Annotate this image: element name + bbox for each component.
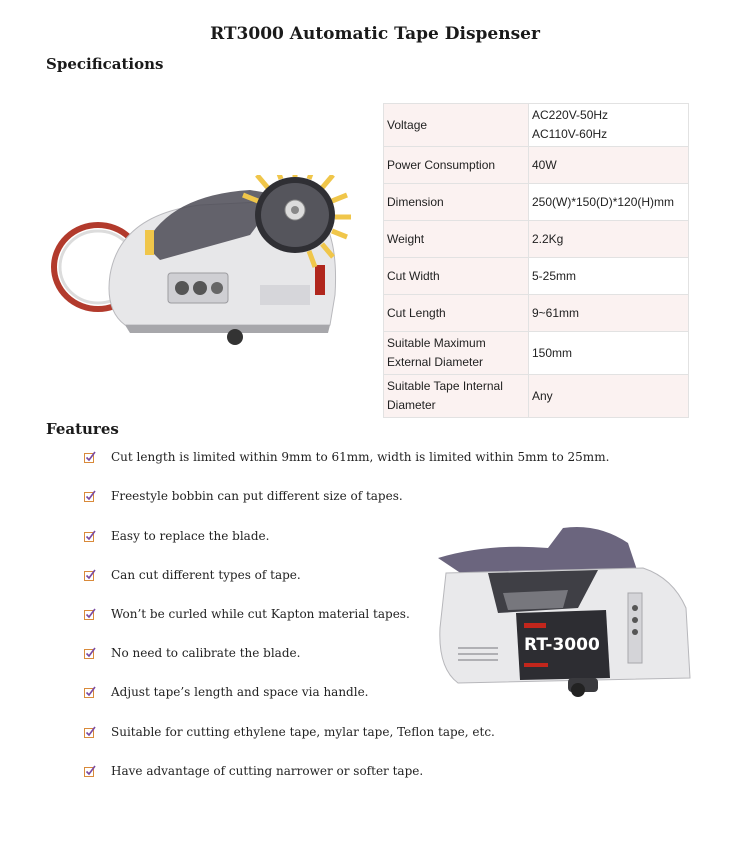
- spec-label: Power Consumption: [384, 147, 529, 184]
- checkbox-checked-icon: [84, 530, 96, 542]
- spec-value: 40W: [529, 147, 689, 184]
- checkbox-checked-icon: [84, 569, 96, 581]
- page-title: RT3000 Automatic Tape Dispenser: [210, 24, 540, 44]
- spec-label-line: External Diameter: [387, 355, 484, 369]
- product-label: RT-3000: [524, 635, 600, 655]
- spec-label: Cut Width: [384, 258, 529, 295]
- spec-label: [384, 375, 529, 418]
- spec-value: 2.2Kg: [529, 221, 689, 258]
- spec-value: 5-25mm: [529, 258, 689, 295]
- feature-text: Freestyle bobbin can put different size of tapes.: [111, 489, 403, 503]
- checkbox-checked-icon: [84, 726, 96, 738]
- feature-text: Adjust tape’s length and space via handle.: [111, 685, 369, 699]
- feature-item: [84, 447, 609, 467]
- spec-label: Dimension: [384, 184, 529, 221]
- spec-label-line: Suitable Maximum: [387, 336, 486, 350]
- feature-text: Won’t be curled while cut Kapton material tapes.: [111, 607, 410, 621]
- specifications-table: [383, 103, 689, 418]
- checkbox-checked-icon: [84, 765, 96, 777]
- feature-item: [84, 722, 495, 742]
- spec-value: Any: [529, 375, 689, 418]
- spec-label-line: Diameter: [387, 398, 436, 412]
- spec-value: 9~61mm: [529, 295, 689, 332]
- spec-row-cut-width: [384, 258, 689, 295]
- feature-item: [84, 761, 423, 781]
- feature-item: [84, 643, 300, 663]
- product-photo-side: [50, 175, 370, 350]
- feature-item: [84, 604, 410, 624]
- specifications-heading: Specifications: [46, 55, 164, 73]
- feature-text: Cut length is limited within 9mm to 61mm, width is limited within 5mm to 25mm.: [111, 450, 610, 464]
- checkbox-checked-icon: [84, 490, 96, 502]
- spec-label: Voltage: [384, 104, 529, 147]
- spec-value: 250(W)*150(D)*120(H)mm: [529, 184, 689, 221]
- spec-label: Weight: [384, 221, 529, 258]
- spec-row-voltage: [384, 104, 689, 147]
- checkbox-checked-icon: [84, 686, 96, 698]
- feature-text: Have advantage of cutting narrower or softer tape.: [111, 764, 424, 778]
- spec-label-line: Suitable Tape Internal: [387, 379, 503, 393]
- spec-row-power: [384, 147, 689, 184]
- spec-row-max-external-diameter: [384, 332, 689, 375]
- features-heading: Features: [46, 420, 119, 438]
- spec-value: [529, 104, 689, 147]
- spec-value-line: AC220V-50Hz: [532, 108, 609, 122]
- spec-value-line: AC110V-60Hz: [532, 127, 608, 141]
- feature-item: [84, 486, 403, 506]
- feature-text: Can cut different types of tape.: [111, 568, 301, 582]
- spec-row-dimension: [384, 184, 689, 221]
- spec-row-cut-length: [384, 295, 689, 332]
- checkbox-checked-icon: [84, 608, 96, 620]
- spec-label: Cut Length: [384, 295, 529, 332]
- feature-text: No need to calibrate the blade.: [111, 646, 301, 660]
- feature-item: [84, 682, 369, 702]
- product-photo-front: [428, 518, 698, 703]
- spec-row-tape-internal-diameter: [384, 375, 689, 418]
- spec-label: [384, 332, 529, 375]
- checkbox-checked-icon: [84, 451, 96, 463]
- checkbox-checked-icon: [84, 647, 96, 659]
- spec-row-weight: [384, 221, 689, 258]
- feature-item: [84, 565, 301, 585]
- feature-text: Suitable for cutting ethylene tape, mylar tape, Teflon tape, etc.: [111, 725, 495, 739]
- feature-item: [84, 526, 269, 546]
- feature-text: Easy to replace the blade.: [111, 529, 270, 543]
- spec-value: 150mm: [529, 332, 689, 375]
